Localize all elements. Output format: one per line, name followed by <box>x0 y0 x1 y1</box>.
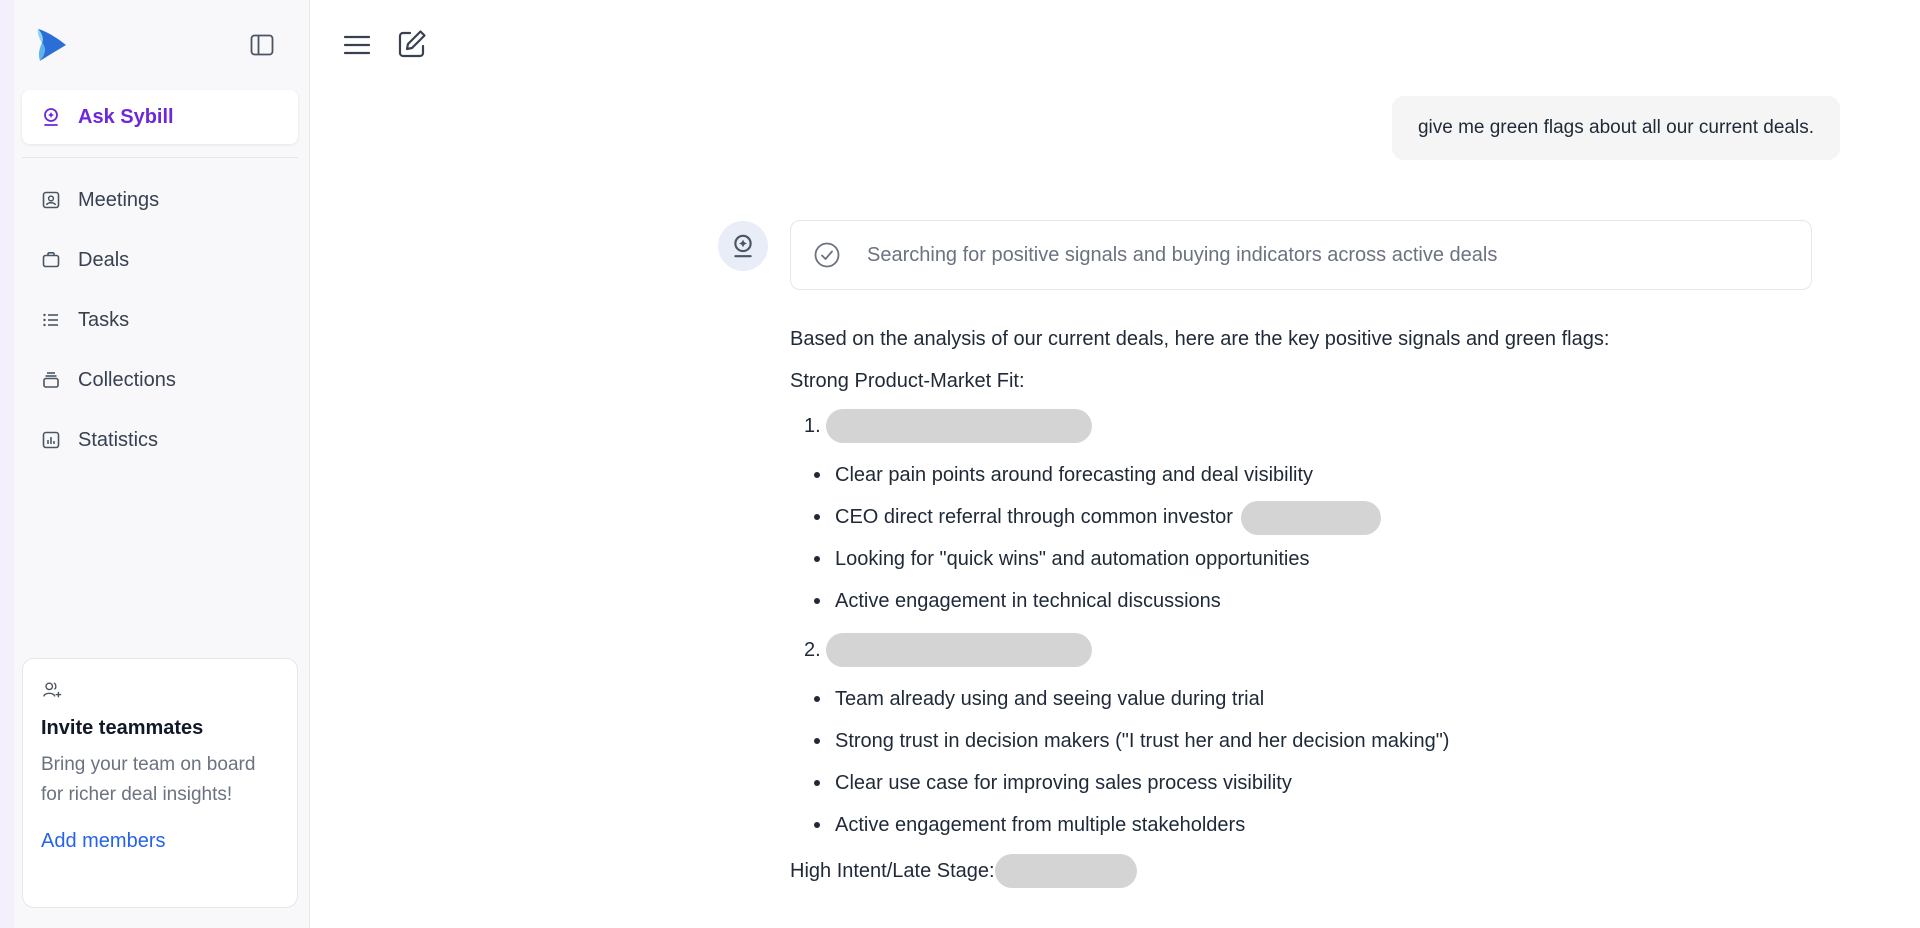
sidebar-item-label: Collections <box>78 368 176 391</box>
bar-chart-icon <box>40 429 62 451</box>
sidebar-item-label: Statistics <box>78 428 159 451</box>
list-item: Clear use case for improving sales process visibility <box>790 762 1830 804</box>
sidebar-nav <box>22 170 298 470</box>
chat-main <box>310 0 1920 928</box>
meetings-icon <box>40 189 62 211</box>
list-item: Active engagement in technical discussions <box>790 580 1830 622</box>
deal-item <box>804 408 1830 444</box>
assistant-avatar <box>718 221 768 271</box>
invite-title: Invite teammates <box>41 717 204 739</box>
sidebar-item-ask-sybill[interactable] <box>22 90 298 144</box>
window-edge <box>0 0 14 928</box>
list-item: Active engagement from multiple stakeholders <box>790 804 1830 846</box>
sidebar-divider <box>22 157 298 158</box>
list-item: CEO direct referral through common investor <box>790 496 1830 538</box>
list-item: Strong trust in decision makers ("I trust her and her decision making") <box>790 720 1830 762</box>
assistant-answer <box>790 324 1830 888</box>
section-heading: Strong Product-Market Fit: <box>790 370 1025 392</box>
add-members-link[interactable]: Add members <box>41 830 166 852</box>
user-message: give me green flags about all our current deals. <box>1392 96 1840 160</box>
sidebar-item-label: Ask Sybill <box>78 105 174 128</box>
sidebar-item-label: Tasks <box>78 308 130 331</box>
section-heading: High Intent/Late Stage: <box>790 860 995 882</box>
sidebar-panel-icon <box>249 32 275 58</box>
check-circle-icon <box>813 241 841 269</box>
collections-icon <box>40 369 62 391</box>
redacted-deal-name <box>826 633 1092 667</box>
invite-description: Bring your team on board for richer deal insights! <box>41 754 256 805</box>
sidebar-item-collections[interactable] <box>22 350 298 410</box>
list-number: 1. <box>804 414 821 437</box>
deal-bullets <box>790 454 1830 622</box>
list-number: 2. <box>804 638 821 661</box>
sidebar-item-tasks[interactable] <box>22 290 298 350</box>
section-heading-row <box>790 854 1830 888</box>
list-item: Clear pain points around forecasting and deal visibility <box>790 454 1830 496</box>
sidebar-item-label: Meetings <box>78 188 160 211</box>
invite-teammates-card <box>22 658 298 908</box>
search-status-box[interactable] <box>790 220 1812 290</box>
ask-sybill-icon <box>40 106 62 128</box>
sidebar <box>14 0 310 928</box>
list-icon <box>40 309 62 331</box>
sidebar-toggle-button[interactable] <box>248 31 276 59</box>
sidebar-item-statistics[interactable] <box>22 410 298 470</box>
ask-sybill-icon <box>729 232 757 260</box>
redacted-text <box>995 854 1137 888</box>
deal-bullets <box>790 678 1830 846</box>
sidebar-item-meetings[interactable] <box>22 170 298 230</box>
redacted-deal-name <box>826 409 1092 443</box>
list-item: Looking for "quick wins" and automation opportunities <box>790 538 1830 580</box>
deal-item <box>804 632 1830 668</box>
menu-icon[interactable] <box>342 30 372 60</box>
sidebar-item-deals[interactable] <box>22 230 298 290</box>
briefcase-icon <box>40 249 62 271</box>
sybill-logo-icon[interactable] <box>32 25 72 65</box>
redacted-text <box>1241 501 1381 535</box>
add-user-icon <box>41 679 63 701</box>
answer-intro: Based on the analysis of our current deals, here are the key positive signals and green flags: <box>790 328 1610 350</box>
new-chat-edit-icon[interactable] <box>396 28 428 60</box>
list-item: Team already using and seeing value during trial <box>790 678 1830 720</box>
search-status-text: Searching for positive signals and buying indicators across active deals <box>867 243 1498 266</box>
sidebar-item-label: Deals <box>78 248 130 271</box>
